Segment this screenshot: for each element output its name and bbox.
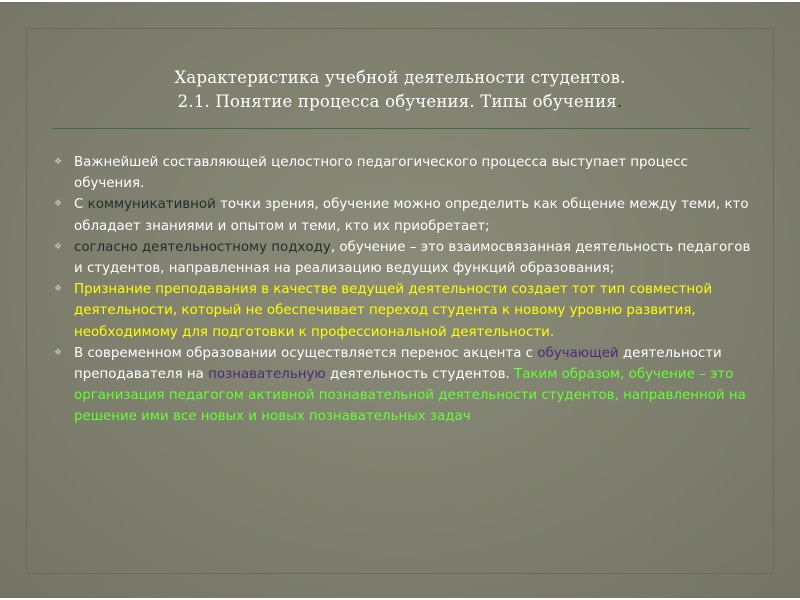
slide-title-line-1: Характеристика учебной деятельности студентов. (174, 68, 626, 87)
bullet-item-5 (54, 343, 754, 428)
diamond-bullet-icon: ❖ (54, 284, 63, 295)
highlight-teaching-recognition: Признание преподавания в качестве ведущей деятельности создает тот тип совместной деятельности, который не обеспечивает переход студента к новому уровню развития, необходимому для подготовки к профессиональной деятельности. (74, 282, 713, 340)
bullet-text: , обучение – это взаимосвязанная деятельность педагогов и студентов, направленная на реализацию ведущих функций образования; (74, 239, 751, 277)
bullet-text: В современном образовании осуществляется перенос акцента с (74, 345, 538, 361)
bullet-list (54, 152, 754, 428)
bullet-text: деятельности преподавателя на (74, 345, 722, 383)
highlight-cognitive: познавательную (208, 367, 326, 383)
diamond-bullet-icon: ❖ (54, 241, 63, 252)
bullet-item-4 (54, 279, 754, 343)
slide-title (50, 66, 750, 114)
bullet-item-1 (54, 152, 754, 194)
highlight-teaching: обучающей (537, 345, 619, 361)
slide-title-dot: . (616, 92, 623, 111)
slide (0, 2, 800, 598)
bullet-item-3 (54, 237, 754, 279)
bullet-text: деятельность студентов. (325, 367, 510, 383)
highlight-communicative: коммуникативной (87, 197, 216, 213)
title-divider (52, 128, 750, 129)
bullet-text: точки зрения, обучение можно определить как общение между теми, кто обладает знаниями и опытом и теми, кто их приобретает; (74, 197, 749, 234)
slide-title-line-2 (50, 90, 750, 114)
diamond-bullet-icon: ❖ (54, 347, 63, 358)
diamond-bullet-icon: ❖ (54, 199, 63, 210)
bullet-item-2 (54, 194, 754, 236)
bullet-text: С (74, 197, 88, 213)
bullet-text: Важнейшей составляющей целостного педагогического процесса выступает процесс обучения. (74, 155, 688, 192)
diamond-bullet-icon: ❖ (54, 157, 63, 167)
highlight-activity-approach: согласно деятельностному подходу (74, 239, 331, 255)
highlight-conclusion: Таким образом, обучение – это организация педагогом активной познавательной деятельности студентов, направленной на решение ими все новых и новых познавательных задач (74, 367, 746, 425)
slide-title-line-2-text: 2.1. Понятие процесса обучения. Типы обучения (177, 92, 617, 111)
